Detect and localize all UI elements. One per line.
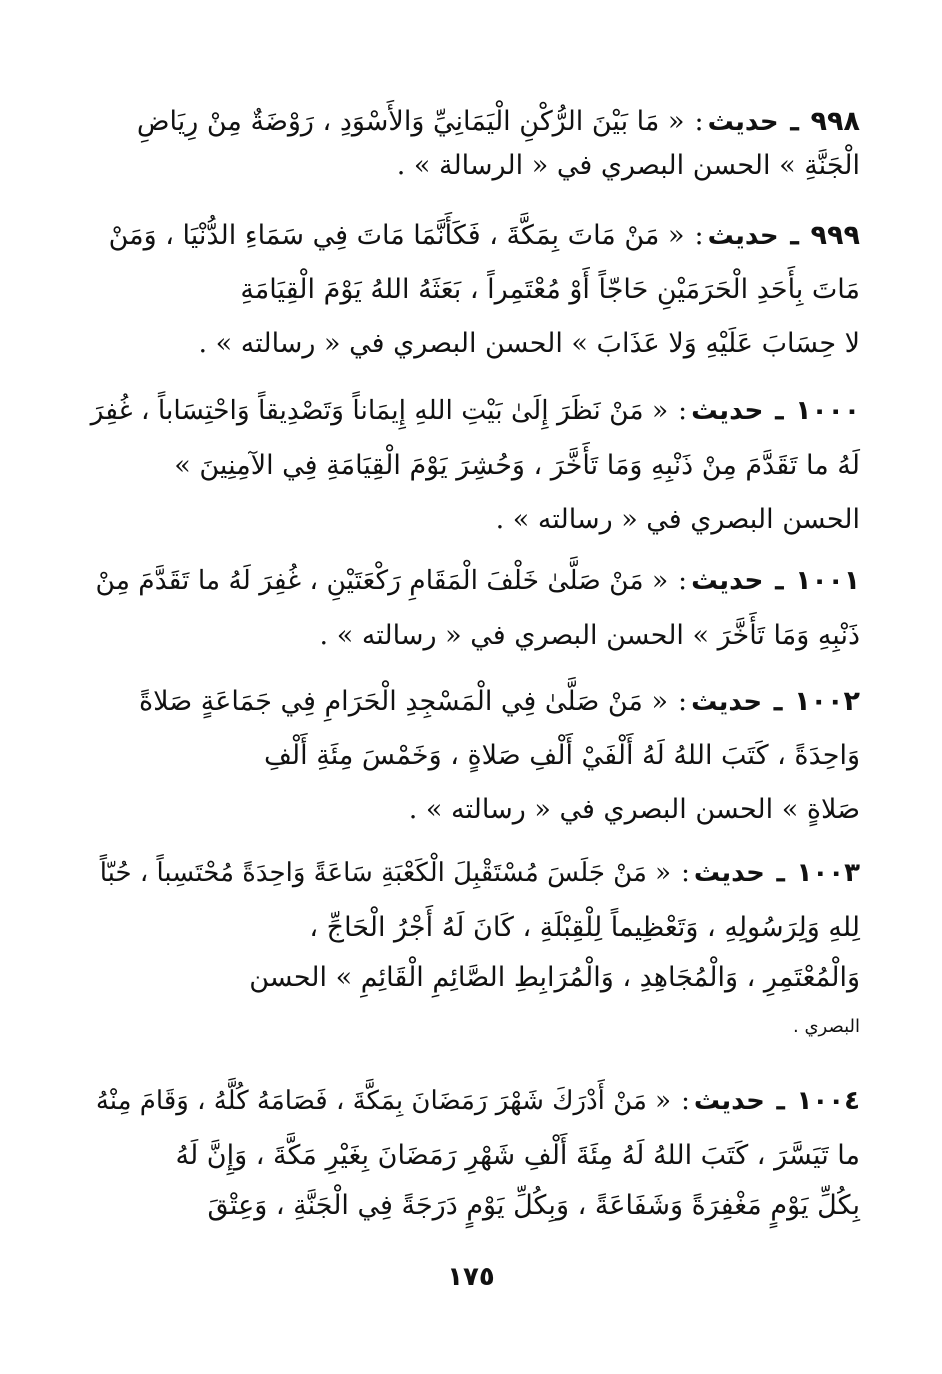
entry-line	[90, 506, 860, 550]
entry-colon: :	[694, 220, 704, 251]
hadith-entry-999	[90, 222, 860, 374]
entry-number: ٩٩٩	[810, 220, 860, 251]
hadith-entry-1000	[90, 395, 860, 550]
entry-text: البصري .	[793, 1016, 860, 1037]
entry-line	[90, 452, 860, 506]
entry-line	[90, 330, 860, 374]
entry-line	[90, 742, 860, 796]
entry-number: ٩٩٨	[810, 106, 860, 137]
entry-label: حديث	[691, 395, 764, 426]
entry-line	[90, 964, 860, 1018]
entry-dash: ـ	[776, 1086, 785, 1116]
entry-colon: :	[678, 686, 688, 717]
entry-text: « مَنْ أَدْرَكَ شَهْرَ رَمَضَانَ بِمَكَّةَ ، فَصَامَهُ كُلَّهُ ، وَقَامَ مِنْهُ	[95, 1086, 672, 1116]
entry-text: لَهُ ما تَقَدَّمَ مِنْ ذَنْبِهِ وَمَا تَأَخَّرَ ، وَحُشِرَ يَوْمَ الْقِيَامَةِ فِي الآمِنِينَ »	[174, 450, 860, 481]
entry-line	[90, 108, 860, 152]
entry-text: « مَا بَيْنَ الرُّكْنِ الْيَمَانِيِّ وَالأَسْوَدِ ، رَوْضَةٌ مِنْ رِيَاضِ	[136, 106, 685, 137]
entry-label: حديث	[691, 687, 763, 717]
entry-line	[90, 276, 860, 330]
entry-text: « مَنْ مَاتَ بِمَكَّةَ ، فَكَأَنَّمَا مَاتَ فِي سَمَاءِ الدُّنْيَا ، وَمَنْ	[108, 220, 685, 251]
entry-text: « مَنْ نَظَرَ إِلَىٰ بَيْتِ اللهِ إِيمَاناً وَتَصْدِيقاً وَاحْتِسَاباً ، غُفِرَ	[90, 395, 669, 426]
entry-text: « مَنْ صَلَّىٰ فِي الْمَسْجِدِ الْحَرَامِ فِي جَمَاعَةٍ صَلاةً	[139, 686, 668, 717]
entry-text: لِلهِ وَلِرَسُولِهِ ، وَتَعْظِيماً لِلْقِبْلَةِ ، كَانَ لَهُ أَجْرُ الْحَاجِّ ،	[309, 912, 860, 943]
entry-line	[90, 1018, 860, 1062]
entry-text: « مَنْ صَلَّىٰ خَلْفَ الْمَقَامِ رَكْعَتَيْنِ ، غُفِرَ لَهُ ما تَقَدَّمَ مِنْ	[95, 565, 669, 596]
hadith-entry-1003	[90, 860, 860, 1062]
entry-text: لا حِسَابَ عَلَيْهِ وَلا عَذَابَ » الحسن البصري في « رسالته » .	[198, 328, 860, 359]
entry-line	[90, 688, 860, 742]
entry-line	[90, 622, 860, 666]
entry-label: حديث	[707, 221, 779, 251]
hadith-entry-1001	[90, 565, 860, 666]
hadith-entry-998	[90, 108, 860, 196]
entry-text: ما تَيَسَّرَ ، كَتَبَ اللهُ لَهُ مِئَةَ أَلْفِ شَهْرِ رَمَضَانَ بِغَيْرِ مَكَّةَ ، وَإِنَّ لَهُ	[175, 1140, 860, 1171]
page-number: ١٧٥	[447, 1262, 495, 1292]
entry-line	[90, 914, 860, 964]
entry-text: « مَنْ جَلَسَ مُسْتَقْبِلَ الْكَعْبَةِ سَاعَةً وَاحِدَةً مُحْتَسِباً ، حُبّاً	[99, 858, 672, 888]
entry-text: مَاتَ بِأَحَدِ الْحَرَمَيْنِ حَاجّاً أَوْ مُعْتَمِراً ، بَعَثَهُ اللهُ يَوْمَ الْقِيَامَةِ	[240, 274, 860, 305]
entry-colon: :	[681, 858, 690, 888]
entry-number: ١٠٠٤	[796, 1086, 860, 1116]
entry-text: بِكُلِّ يَوْمٍ مَغْفِرَةً وَشَفَاعَةً ، وَبِكُلِّ يَوْمٍ دَرَجَةً فِي الْجَنَّةِ ، وَعِتْقَ	[207, 1190, 860, 1221]
entry-number: ١٠٠٣	[796, 858, 860, 888]
entry-text: ذَنْبِهِ وَمَا تَأَخَّرَ » الحسن البصري في « رسالته » .	[319, 620, 860, 651]
entry-line	[90, 1142, 860, 1192]
entry-colon: :	[678, 565, 688, 596]
entry-text: صَلاةٍ » الحسن البصري في « رسالته » .	[408, 794, 860, 825]
hadith-entry-1002	[90, 688, 860, 840]
entry-dash: ـ	[775, 395, 784, 426]
entry-colon: :	[681, 1086, 690, 1116]
entry-dash: ـ	[790, 106, 799, 137]
entry-label: حديث	[693, 858, 765, 888]
entry-line	[90, 565, 860, 622]
entry-line	[90, 1192, 860, 1236]
entry-number: ١٠٠١	[795, 565, 860, 596]
entry-line	[90, 1088, 860, 1142]
hadith-entry-1004	[90, 1088, 860, 1236]
entry-line	[90, 152, 860, 196]
entry-colon: :	[694, 106, 704, 137]
entry-label: حديث	[707, 107, 779, 137]
entry-text: وَاحِدَةً ، كَتَبَ اللهُ لَهُ أَلْفَيْ أَلْفِ صَلاةٍ ، وَخَمْسَ مِئَةِ أَلْفِ	[263, 740, 860, 771]
entry-text: الحسن البصري في « رسالته » .	[495, 504, 860, 535]
entry-text: وَالْمُعْتَمِرِ ، وَالْمُجَاهِدِ ، وَالْمُرَابِطِ الصَّائِمِ الْقَائِمِ » الحسن	[249, 962, 860, 993]
entry-line	[90, 222, 860, 276]
entry-colon: :	[678, 395, 688, 426]
entry-dash: ـ	[774, 686, 783, 717]
entry-dash: ـ	[776, 858, 785, 888]
entry-line	[90, 395, 860, 452]
entry-label: حديث	[691, 565, 764, 596]
entry-line	[90, 860, 860, 914]
entry-number: ١٠٠٢	[794, 686, 860, 717]
entry-dash: ـ	[775, 565, 784, 596]
entry-line	[90, 796, 860, 840]
entry-number: ١٠٠٠	[795, 395, 860, 426]
entry-label: حديث	[693, 1086, 765, 1116]
entry-text: الْجَنَّةِ » الحسن البصري في « الرسالة » .	[396, 150, 860, 181]
entry-dash: ـ	[790, 220, 799, 251]
